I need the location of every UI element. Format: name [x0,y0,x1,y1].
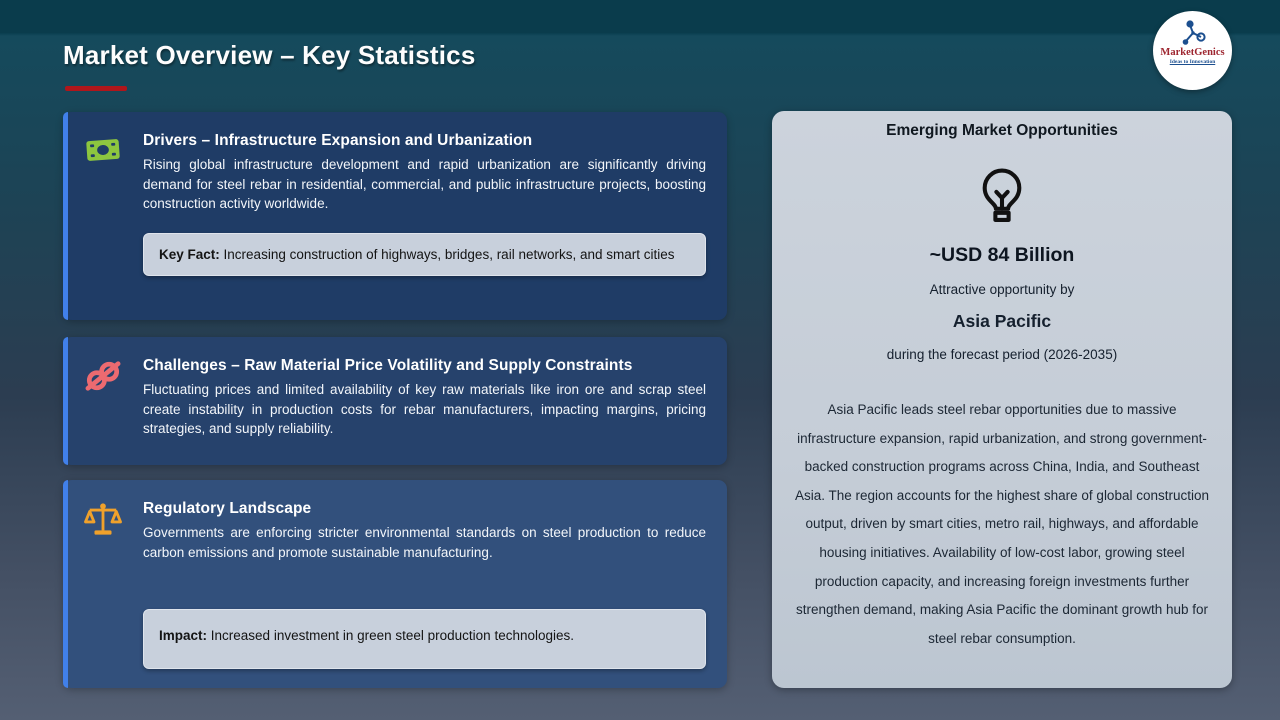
card-content [143,357,706,465]
card-body: Fluctuating prices and limited availability of key raw materials like iron ore and scrap steel create instability in production costs for rebar manufacturers, impacting margins, pricing strategies, and supply reliability. [143,382,706,436]
logo [1153,11,1232,90]
logo-tagline: Ideas to Innovation [1169,59,1216,65]
regulatory-card [63,480,727,688]
card-body: Governments are enforcing stricter environmental standards on steel production to reduce carbon emissions and promote sustainable manufacturing. [143,525,706,560]
panel-title: Emerging Market Opportunities [886,122,1118,139]
logo-name: MarketGenics [1160,47,1225,58]
opportunity-description: Asia Pacific leads steel rebar opportunities due to massive infrastructure expansion, rapid urbanization, and strong government-backed construction programs across China, India, and Southeast Asia. The region accounts for the highest share of global construction output, driven by smart cities, metro rail, highways, and affordable housing initiatives. Availability of low-cost labor, growing steel production capacity, and increasing foreign investments further strengthen demand, making Asia Pacific the dominant growth hub for steel rebar consumption. [795,402,1209,646]
broken-link-icon [63,357,143,465]
fact-label: Key Fact: [159,246,220,262]
logo-molecule-icon [1176,18,1210,48]
money-icon [63,132,143,320]
fact-label: Impact: [159,628,208,643]
opportunity-region: Asia Pacific [952,311,1052,331]
scales-icon [63,500,143,688]
forecast-period: during the forecast period (2026-2035) [886,347,1118,362]
impact-box [143,609,706,669]
card-title: Drivers – Infrastructure Expansion and Urbanization [143,132,533,149]
card-title: Regulatory Landscape [143,500,312,517]
card-accent-bar [63,480,68,688]
page-title: Market Overview – Key Statistics [63,40,476,70]
card-body: Rising global infrastructure development and rapid urbanization are significantly driving demand for steel rebar in residential, commercial, and public infrastructure projects, boosting construction activity worldwide. [143,157,706,211]
challenges-card [63,337,727,465]
fact-text: Increased investment in green steel production technologies. [210,628,575,643]
opportunity-subtitle: Attractive opportunity by [929,282,1075,297]
fact-text: Increasing construction of highways, bridges, rail networks, and smart cities [223,246,675,262]
title-underline [65,86,127,91]
card-content [143,132,706,320]
card-accent-bar [63,112,68,320]
drivers-card [63,112,727,320]
opportunity-panel [772,111,1232,688]
top-band [0,0,1280,33]
opportunity-value: ~USD 84 Billion [929,244,1075,266]
card-accent-bar [63,337,68,465]
lightbulb-icon [772,167,1232,224]
key-fact-box [143,233,706,276]
card-content [143,500,706,688]
card-title: Challenges – Raw Material Price Volatility and Supply Constraints [143,357,633,374]
